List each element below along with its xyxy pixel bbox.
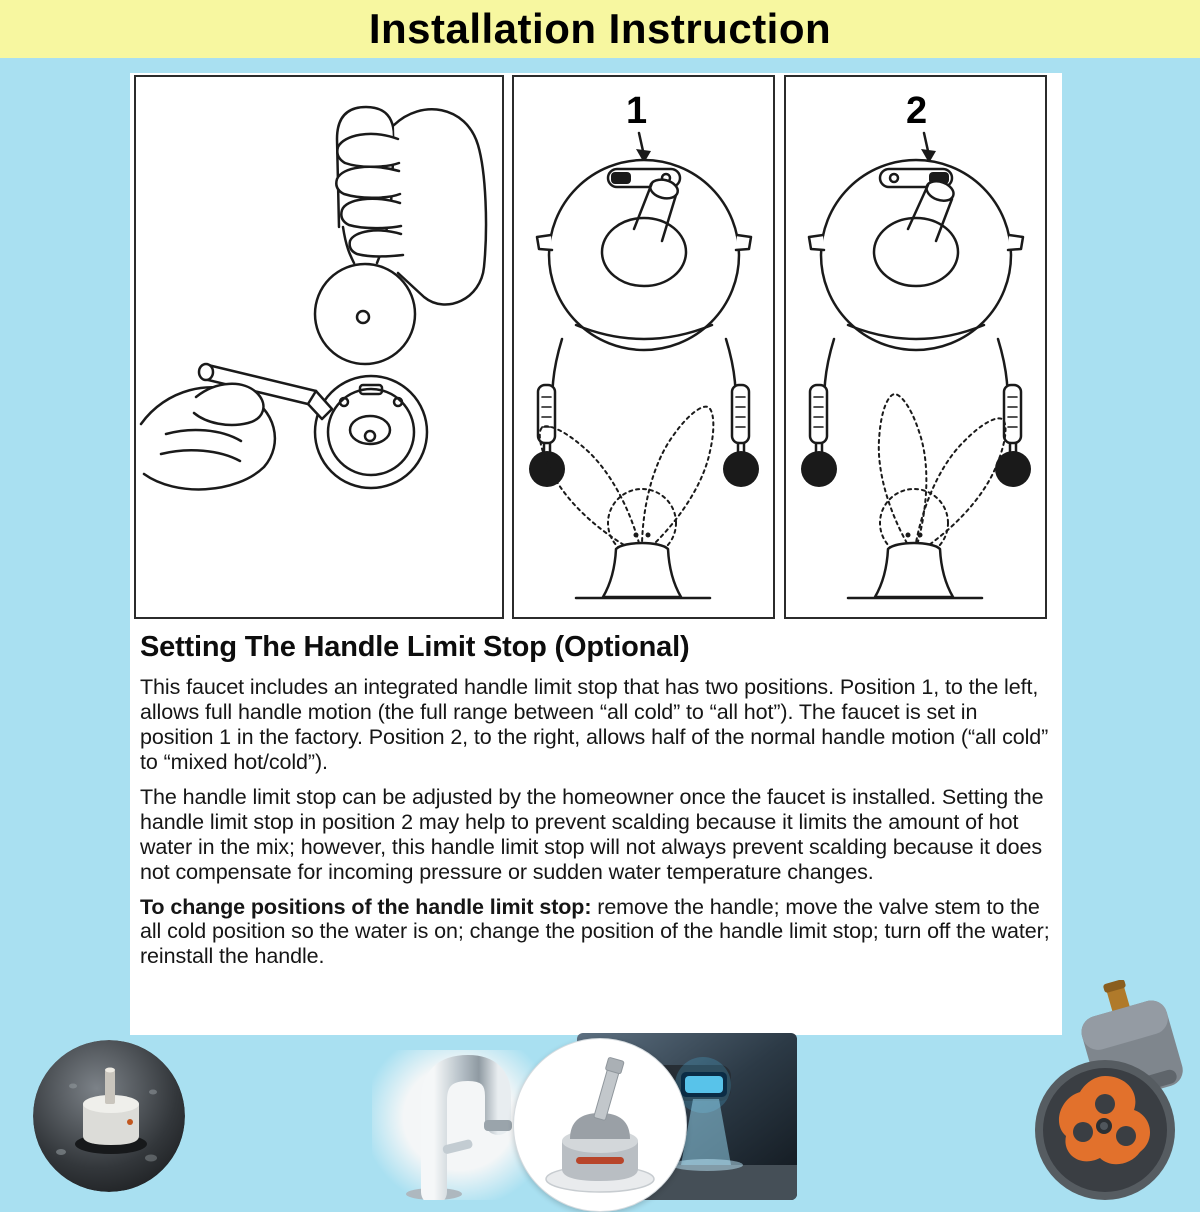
instructions-text: [140, 631, 1056, 979]
product-photo-cartridge-illustration: [513, 1038, 687, 1212]
figure-remove-handle: [134, 75, 504, 619]
position-2-label: 2: [906, 90, 928, 132]
instruction-paragraph-3: [140, 895, 1056, 970]
instruction-sheet: [130, 73, 1062, 1035]
instruction-paragraph-3-body: remove the handle; move the valve stem to the all cold position so the water is on; change the position of the handle limit stop; turn off the water; reinstall the handle.: [140, 894, 1050, 969]
position-1-label: 1: [626, 90, 648, 132]
title-banner: [0, 0, 1200, 58]
instruction-paragraph-2: The handle limit stop can be adjusted by the homeowner once the faucet is installed. Setting the handle limit stop in position 2 may help to prevent scalding because it limits the amount of hot water in the mix; however, this handle limit stop will not always prevent scalding because it does not compensate for incoming pressure or sudden water temperature changes.: [140, 784, 1044, 884]
instruction-paragraph-1: This faucet includes an integrated handle limit stop that has two positions. Position 1, to the left, allows full handle motion (the full range between “all cold” to “all hot”). The faucet is set in position 1 in the factory. Position 2, to the right, allows half of the normal handle motion (“all cold” to “mixed hot/cold”).: [140, 675, 1049, 774]
product-photo-cartridge-wet: [33, 1040, 185, 1192]
remove-handle-figure: [136, 77, 502, 617]
instruction-paragraph-3-lead: To change positions of the handle limit stop:: [140, 894, 592, 919]
page-title: Installation Instruction: [368, 5, 832, 52]
product-photo-cartridge-orange-base: [1028, 980, 1200, 1200]
figure-limit-stop-position-1: [512, 75, 775, 619]
figure-limit-stop-position-2: [784, 75, 1047, 619]
instructions-heading: Setting The Handle Limit Stop (Optional): [140, 631, 690, 663]
position-1-figure: [514, 77, 773, 617]
position-2-figure: [786, 77, 1045, 617]
